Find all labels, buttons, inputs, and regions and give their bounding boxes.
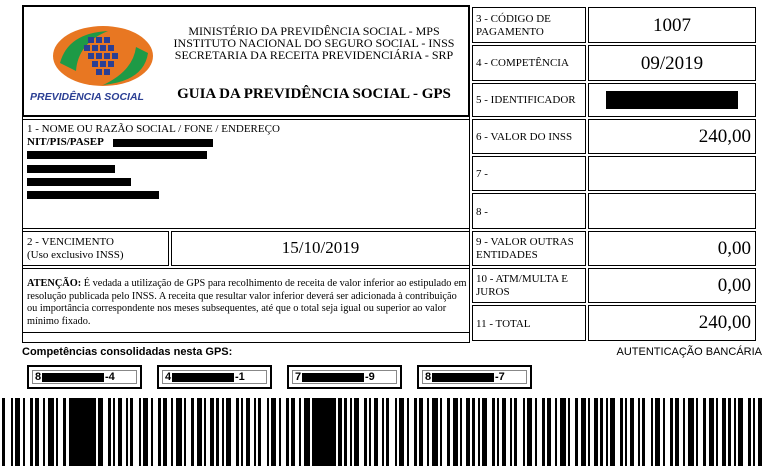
redacted-block (27, 178, 131, 186)
barcode-bar (130, 398, 133, 466)
barcode-bar (748, 398, 751, 466)
barcode (0, 398, 768, 466)
barcode-bar (600, 398, 603, 466)
barcode-bar (734, 398, 736, 466)
barcode-bar (113, 398, 115, 466)
barcode-bar (56, 398, 58, 466)
other-entities-value: 0,00 (717, 238, 751, 259)
barcode-bar (304, 398, 310, 466)
barcode-bar (728, 398, 731, 466)
barcode-bar (171, 398, 173, 466)
barcode-bar (547, 398, 551, 466)
competence-suffix: -4 (105, 371, 115, 383)
barcode-bar (35, 398, 39, 466)
fine-interest-value: 0,00 (717, 275, 751, 296)
barcode-bar (98, 398, 103, 466)
barcode-bar (350, 398, 352, 466)
redacted-identifier (606, 91, 738, 109)
barcode-bar (299, 398, 301, 466)
barcode-bar (655, 398, 660, 466)
field-8-value-box (588, 193, 756, 229)
barcode-bar (108, 398, 111, 466)
barcode-bar (386, 398, 389, 466)
field-7-label-box (472, 156, 586, 191)
barcode-bar (344, 398, 347, 466)
barcode-bar (581, 398, 586, 466)
field-5-label-box (472, 83, 586, 117)
barcode-bar (492, 398, 495, 466)
barcode-bar (236, 398, 239, 466)
previdencia-logo-icon (48, 23, 162, 89)
barcode-bar (291, 398, 295, 466)
field-3-label: 3 - CÓDIGO DE PAGAMENTO (476, 13, 551, 38)
barcode-bar (143, 398, 148, 466)
field-1-nit-label: NIT/PIS/PASEP (27, 136, 104, 148)
barcode-bar (482, 398, 487, 466)
field-10-label: 10 - ATM/MULTA E JUROS (476, 273, 568, 298)
competence-prefix: 7 (295, 371, 302, 383)
barcode-bar (197, 398, 202, 466)
barcode-bar (753, 398, 755, 466)
barcode-bar (414, 398, 417, 466)
barcode-bar (716, 398, 718, 466)
field-7-label: 7 - (476, 168, 488, 180)
barcode-bar (514, 398, 517, 466)
barcode-bar (184, 398, 186, 466)
barcode-bar (594, 398, 598, 466)
barcode-bar (535, 398, 537, 466)
form-title: GUIA DA PREVIDÊNCIA SOCIAL - GPS (177, 86, 451, 102)
barcode-bar (126, 398, 128, 466)
notice-box (22, 268, 470, 333)
competence-box (287, 365, 402, 389)
barcode-bar (620, 398, 623, 466)
barcode-bar (118, 398, 122, 466)
barcode-bar (472, 398, 475, 466)
barcode-bar (542, 398, 545, 466)
barcode-bar (139, 398, 141, 466)
barcode-bar (210, 398, 214, 466)
competence-box (157, 365, 272, 389)
barcode-bar (606, 398, 608, 466)
field-4-value-box (588, 45, 756, 81)
field-11-label-box (472, 305, 586, 341)
barcode-bar (364, 398, 367, 466)
competence-suffix: -9 (365, 371, 375, 383)
barcode-bar (271, 398, 276, 466)
barcode-bar (382, 398, 384, 466)
barcode-bar (30, 398, 33, 466)
field-8-label-box (472, 193, 586, 229)
barcode-bar (267, 398, 269, 466)
barcode-bar (254, 398, 256, 466)
field-6-value-box (588, 119, 756, 154)
redacted-block (113, 139, 213, 147)
field-5-label: 5 - IDENTIFICADOR (476, 94, 576, 106)
field-2-sublabel: (Uso exclusivo INSS) (27, 249, 124, 261)
competence-box (417, 365, 532, 389)
barcode-bar (497, 398, 499, 466)
field-2-label: 2 - VENCIMENTO (27, 236, 114, 248)
barcode-bar (638, 398, 640, 466)
header-box (22, 5, 470, 117)
field-8-label: 8 - (476, 206, 488, 218)
barcode-bar (447, 398, 450, 466)
barcode-bar (395, 398, 397, 466)
notice-bold: ATENÇÃO: (27, 278, 82, 289)
total-value: 240,00 (698, 312, 751, 333)
field-1-label: 1 - NOME OU RAZÃO SOCIAL / FONE / ENDEREÇO (27, 123, 280, 135)
bank-auth-label: AUTENTICAÇÃO BANCÁRIA (616, 346, 762, 358)
competence-value: 09/2019 (640, 53, 704, 74)
barcode-bar (246, 398, 250, 466)
field-1-name-address (22, 119, 470, 229)
redacted-block (27, 191, 159, 199)
barcode-bar (369, 398, 371, 466)
barcode-bar (427, 398, 429, 466)
field-11-label: 11 - TOTAL (476, 318, 531, 330)
barcode-bar (560, 398, 566, 466)
payment-code-value: 1007 (653, 15, 691, 36)
barcode-bar (226, 398, 231, 466)
barcode-bar (651, 398, 653, 466)
barcode-bar (11, 398, 13, 466)
barcode-bar (158, 398, 161, 466)
barcode-bar (354, 398, 359, 466)
barcode-bar (758, 398, 762, 466)
barcode-bar (478, 398, 480, 466)
barcode-bar (216, 398, 219, 466)
competence-prefix: 8 (35, 371, 42, 383)
barcode-bar (588, 398, 590, 466)
header-secretariat: SECRETARIA DA RECEITA PREVIDENCIÁRIA - SRP (174, 48, 454, 62)
barcode-bar (703, 398, 706, 466)
barcode-bar (642, 398, 645, 466)
barcode-bar (722, 398, 726, 466)
competence-suffix: -7 (495, 371, 505, 383)
competence-box (27, 365, 142, 389)
barcode-bar (419, 398, 423, 466)
barcode-bar (176, 398, 182, 466)
field-9-label: 9 - VALOR OUTRAS ENTIDADES (476, 236, 574, 261)
barcode-bar (432, 398, 438, 466)
redacted-block (432, 373, 494, 382)
notice-body: É vedada a utilização de GPS para recolhimento de receita de valor inferior ao estipulado em resolução publicada pelo INSS. A receita que resultar valor inferior deverá ser adicionada à contribuição ou importância correspondente nos meses subsequentes, até que o total seja igual ou superior ao valor mínimo fixado. (27, 278, 467, 327)
barcode-bar (43, 398, 45, 466)
field-11-value-box (588, 305, 756, 341)
redacted-block (27, 165, 115, 173)
barcode-bar (241, 398, 243, 466)
field-6-label-box (472, 119, 586, 154)
barcode-bar (738, 398, 743, 466)
field-5-value-box (588, 83, 756, 117)
notice-text (27, 278, 467, 328)
barcode-bar (510, 398, 512, 466)
field-10-value-box (588, 268, 756, 303)
header-institute: INSTITUTO NACIONAL DO SEGURO SOCIAL - INSS (173, 36, 455, 50)
inss-value: 240,00 (698, 126, 751, 147)
barcode-bar (466, 398, 470, 466)
redacted-block (42, 373, 104, 382)
barcode-bar (675, 398, 679, 466)
due-date-value: 15/10/2019 (281, 238, 360, 257)
barcode-bar (338, 398, 342, 466)
barcode-bar (568, 398, 570, 466)
competence-suffix: -1 (235, 371, 245, 383)
barcode-bar (407, 398, 409, 466)
barcode-bar (163, 398, 167, 466)
barcode-bar (555, 398, 557, 466)
barcode-bar (696, 398, 698, 466)
barcode-bar (688, 398, 694, 466)
redacted-block (302, 373, 364, 382)
barcode-bar (575, 398, 578, 466)
field-7-value-box (588, 156, 756, 191)
field-4-label: 4 - COMPETÊNCIA (476, 57, 569, 69)
barcode-bar (374, 398, 378, 466)
barcode-bar (502, 398, 506, 466)
field-2-value-box (171, 231, 470, 266)
redacted-block (27, 151, 207, 159)
field-10-label-box (472, 268, 586, 303)
barcode-bar (625, 398, 627, 466)
barcode-bar (279, 398, 281, 466)
consolidated-label: Competências consolidadas nesta GPS: (22, 346, 233, 358)
barcode-bar (2, 398, 5, 466)
barcode-bar (670, 398, 673, 466)
logo-text: PREVIDÊNCIA SOCIAL (30, 91, 144, 103)
barcode-bar (286, 398, 289, 466)
barcode-bar (527, 398, 532, 466)
barcode-bar (683, 398, 685, 466)
barcode-bar (523, 398, 525, 466)
field-6-label: 6 - VALOR DO INSS (476, 131, 573, 143)
barcode-bar (258, 398, 261, 466)
field-4-label-box (472, 45, 586, 81)
header-ministry: MINISTÉRIO DA PREVIDÊNCIA SOCIAL - MPS (188, 24, 440, 38)
competence-prefix: 8 (425, 371, 432, 383)
barcode-bar (460, 398, 462, 466)
barcode-bar (440, 398, 442, 466)
barcode-bar (453, 398, 458, 466)
barcode-bar (222, 398, 224, 466)
barcode-bar (191, 398, 194, 466)
redacted-block (172, 373, 234, 382)
barcode-bar (63, 398, 66, 466)
barcode-bar (663, 398, 665, 466)
barcode-bar (15, 398, 20, 466)
barcode-bar (399, 398, 404, 466)
field-9-value-box (588, 231, 756, 266)
field-3-value-box (588, 7, 756, 43)
competence-prefix: 4 (165, 371, 172, 383)
barcode-bar (48, 398, 54, 466)
barcode-bar (610, 398, 615, 466)
barcode-bar (23, 398, 25, 466)
barcode-bar (709, 398, 714, 466)
barcode-bar (204, 398, 206, 466)
barcode-bar (630, 398, 634, 466)
field-2-due-date (22, 231, 169, 266)
field-9-label-box (472, 231, 586, 266)
barcode-bar (151, 398, 153, 466)
field-3-label-box (472, 7, 586, 43)
